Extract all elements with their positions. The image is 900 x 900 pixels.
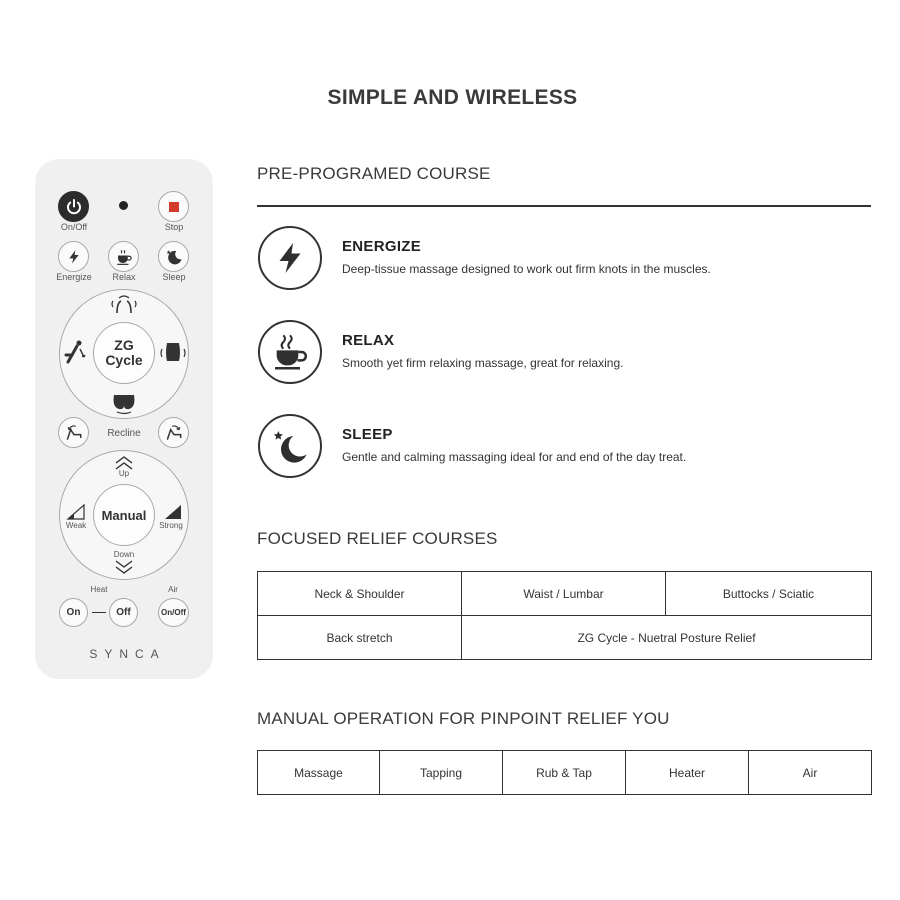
recline-forward-button[interactable] [158, 417, 189, 448]
manual-operation-table [257, 750, 872, 795]
table-row [258, 616, 872, 660]
moon-stars-icon [258, 414, 322, 478]
recline-back-button[interactable] [58, 417, 89, 448]
stop-button[interactable] [158, 191, 189, 222]
course-name: RELAX [342, 332, 395, 349]
recline-back-icon [64, 423, 84, 443]
weak-label: Weak [65, 521, 87, 530]
course-sleep [258, 414, 872, 478]
heat-off-button[interactable] [109, 598, 138, 627]
course-relax [258, 320, 872, 384]
table-row [258, 751, 872, 795]
indicator-light [119, 201, 128, 210]
sleep-button[interactable] [158, 241, 189, 272]
down-label: Down [113, 550, 135, 559]
heat-divider [92, 612, 106, 613]
air-label: Air [168, 585, 178, 594]
air-onoff-button[interactable] [158, 598, 189, 627]
course-description: Gentle and calming massaging ideal for and end of the day treat. [342, 450, 687, 464]
table-cell: Back stretch [258, 616, 462, 660]
zg-label-line1: ZG [114, 337, 134, 353]
coffee-cup-icon [115, 248, 133, 266]
table-row [258, 572, 872, 616]
focused-section-title: FOCUSED RELIEF COURSES [257, 529, 498, 548]
on-off-label: On/Off [60, 222, 88, 232]
coffee-cup-icon [258, 320, 322, 384]
course-name: ENERGIZE [342, 238, 422, 255]
zg-cycle-button[interactable] [93, 322, 155, 384]
table-cell: Air [749, 751, 872, 795]
moon-stars-icon [165, 248, 183, 266]
zg-label-line2: Cycle [105, 352, 143, 368]
neck-shoulder-icon[interactable] [108, 293, 140, 315]
table-cell: Waist / Lumbar [462, 572, 666, 616]
air-onoff-label: On/Off [161, 608, 186, 617]
power-icon [65, 198, 83, 216]
course-description: Deep-tissue massage designed to work out firm knots in the muscles. [342, 262, 711, 276]
heat-on-label: On [66, 607, 81, 618]
lightning-icon [258, 226, 322, 290]
table-cell: Massage [258, 751, 380, 795]
stop-label: Stop [164, 222, 184, 232]
strong-signal-icon[interactable] [163, 503, 183, 521]
manual-button[interactable] [93, 484, 155, 546]
sleep-label: Sleep [162, 272, 186, 282]
power-button[interactable] [58, 191, 89, 222]
course-energize [258, 226, 872, 290]
brand-logo: SYNCA [89, 647, 166, 661]
relax-button[interactable] [108, 241, 139, 272]
table-cell: Tapping [380, 751, 503, 795]
recline-label: Recline [107, 428, 141, 439]
table-cell: ZG Cycle - Nuetral Posture Relief [462, 616, 872, 660]
table-cell: Buttocks / Sciatic [666, 572, 872, 616]
up-label: Up [118, 469, 130, 478]
heat-on-button[interactable] [59, 598, 88, 627]
heat-label: Heat [90, 585, 108, 594]
relax-label: Relax [112, 272, 136, 282]
table-cell: Rub & Tap [503, 751, 626, 795]
manual-label: Manual [101, 507, 147, 523]
buttocks-sciatic-icon[interactable] [109, 391, 139, 415]
remote-control [35, 159, 213, 679]
focused-relief-table [257, 571, 872, 660]
preprogrammed-section-title: PRE-PROGRAMED COURSE [257, 164, 491, 183]
heat-off-label: Off [116, 607, 131, 618]
stop-icon [169, 202, 179, 212]
chevron-down-icon[interactable] [113, 559, 135, 575]
recline-forward-icon [164, 423, 184, 443]
table-cell: Neck & Shoulder [258, 572, 462, 616]
lightning-icon [66, 249, 82, 265]
course-name: SLEEP [342, 426, 393, 443]
table-cell: Heater [626, 751, 749, 795]
body-stretch-icon[interactable] [62, 339, 88, 365]
weak-signal-icon[interactable] [66, 503, 86, 521]
course-description: Smooth yet firm relaxing massage, great for relaxing. [342, 356, 624, 370]
strong-label: Strong [159, 521, 183, 530]
section-divider [257, 205, 871, 207]
page-title: SIMPLE AND WIRELESS [327, 86, 578, 109]
waist-lumbar-icon[interactable] [159, 341, 187, 363]
energize-button[interactable] [58, 241, 89, 272]
manual-section-title: MANUAL OPERATION FOR PINPOINT RELIEF YOU [257, 709, 670, 728]
energize-label: Energize [56, 272, 92, 282]
